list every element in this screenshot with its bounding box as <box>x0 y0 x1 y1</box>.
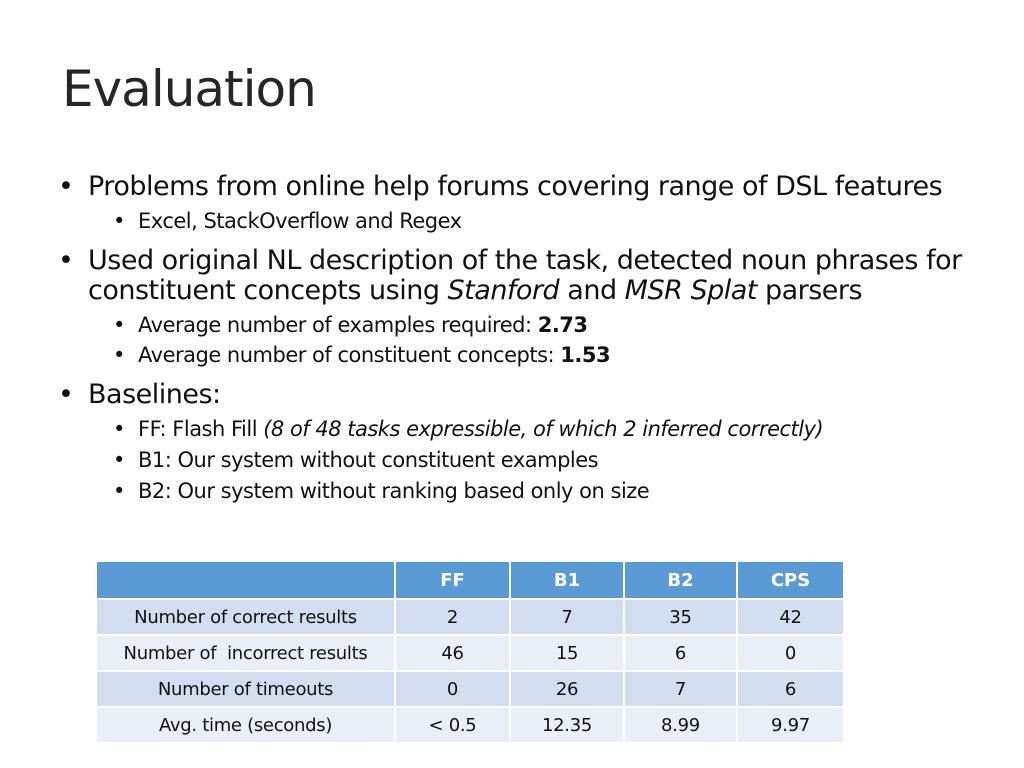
table-header-cell: FF <box>395 561 510 599</box>
bullet-dot-icon: • <box>113 343 125 367</box>
sub-bullet-text: B1: Our system without constituent examples <box>138 448 599 472</box>
bullet-text-pre: constituent concepts using <box>88 275 448 306</box>
table-header-cell <box>96 561 395 599</box>
bullet-baselines <box>58 379 221 410</box>
sub-bullet-text: Average number of examples required: <box>138 313 538 337</box>
bullet-dot-icon: • <box>113 417 125 441</box>
slide-title: Evaluation <box>62 60 316 118</box>
table-cell: 0 <box>737 635 844 671</box>
sub-bullet-b2 <box>113 478 650 504</box>
bullet-text-line1: Used original NL description of the task, detected noun phrases for <box>88 245 962 276</box>
parser-name-msr-splat: MSR Splat <box>624 275 757 306</box>
bullet-text-post: parsers <box>756 275 863 306</box>
table-cell: 7 <box>624 671 737 707</box>
bullet-nl-description <box>58 245 962 276</box>
table-cell: 12.35 <box>510 707 624 743</box>
table-row-label: Number of correct results <box>96 599 395 635</box>
bullet-dot-icon: • <box>113 313 125 337</box>
bullet-dot-icon: • <box>113 479 125 503</box>
sub-bullet-b1 <box>113 447 599 473</box>
table-cell: < 0.5 <box>395 707 510 743</box>
table-cell: 9.97 <box>737 707 844 743</box>
sub-bullet-avg-examples <box>113 312 588 338</box>
table-cell: 15 <box>510 635 624 671</box>
table-cell: 35 <box>624 599 737 635</box>
table-header-cell: CPS <box>737 561 844 599</box>
table-cell: 2 <box>395 599 510 635</box>
table-header-cell: B1 <box>510 561 624 599</box>
table-cell: 26 <box>510 671 624 707</box>
table-row <box>96 599 844 635</box>
bullet-dot-icon: • <box>58 171 74 202</box>
results-table <box>95 560 845 744</box>
sub-bullet-text: Average number of constituent concepts: <box>138 343 561 367</box>
sub-bullet-text: B2: Our system without ranking based only on size <box>138 479 650 503</box>
sub-bullet-sources <box>113 208 462 234</box>
table-row <box>96 707 844 743</box>
table-cell: 6 <box>737 671 844 707</box>
table-cell: 8.99 <box>624 707 737 743</box>
table-row <box>96 671 844 707</box>
sub-bullet-avg-concepts <box>113 342 611 368</box>
bullet-dot-icon: • <box>58 379 74 410</box>
bullet-text: Baselines: <box>88 379 221 410</box>
sub-bullet-text: FF: Flash Fill <box>138 417 264 441</box>
bullet-dot-icon: • <box>113 209 125 233</box>
table-header-cell: B2 <box>624 561 737 599</box>
avg-concepts-value: 1.53 <box>560 343 611 367</box>
table-cell: 7 <box>510 599 624 635</box>
table-cell: 6 <box>624 635 737 671</box>
bullet-dot-icon: • <box>113 448 125 472</box>
table-cell: 0 <box>395 671 510 707</box>
table-cell: 42 <box>737 599 844 635</box>
bullet-problems <box>58 171 943 202</box>
table-header-row <box>96 561 844 599</box>
table-row-label: Avg. time (seconds) <box>96 707 395 743</box>
bullet-nl-description-line2 <box>88 276 862 306</box>
bullet-text-mid: and <box>559 275 625 306</box>
sub-bullet-text: Excel, StackOverflow and Regex <box>138 209 462 233</box>
table-cell: 46 <box>395 635 510 671</box>
avg-examples-value: 2.73 <box>537 313 588 337</box>
ff-note: (8 of 48 tasks expressible, of which 2 inferred correctly) <box>263 417 824 441</box>
table-row-label: Number of timeouts <box>96 671 395 707</box>
sub-bullet-ff <box>113 416 824 442</box>
table-row-label: Number of incorrect results <box>96 635 395 671</box>
bullet-dot-icon: • <box>58 245 74 276</box>
table-row <box>96 635 844 671</box>
bullet-text: Problems from online help forums covering range of DSL features <box>88 171 943 202</box>
parser-name-stanford: Stanford <box>447 275 560 306</box>
